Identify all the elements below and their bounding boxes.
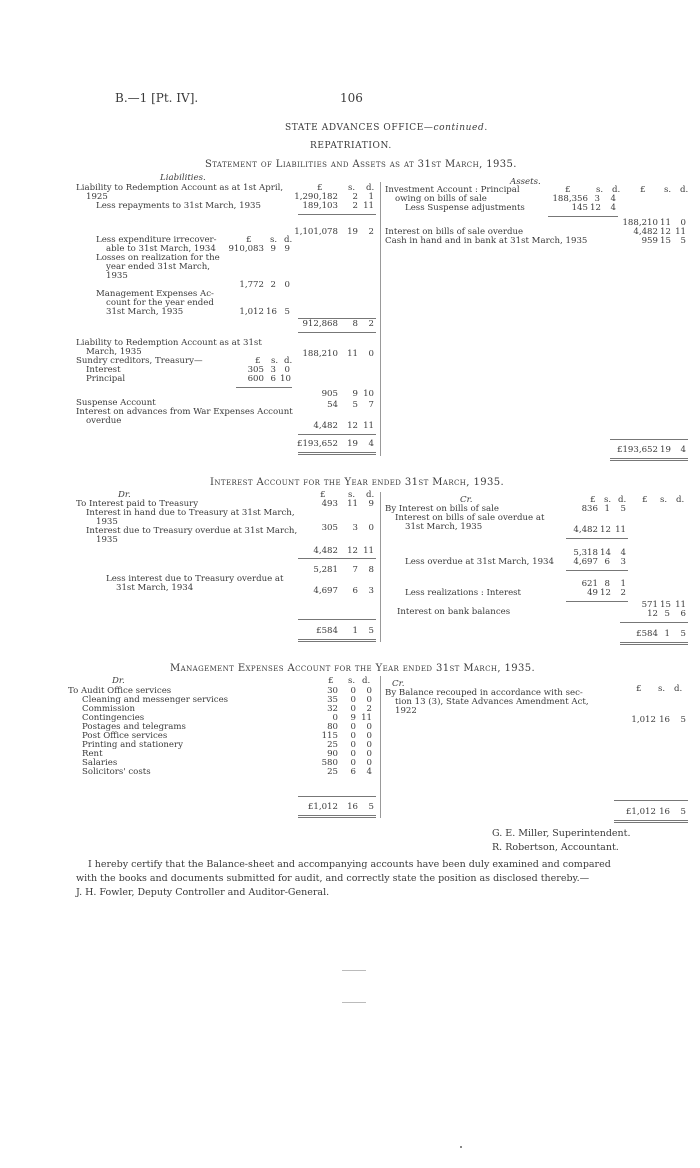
asset-head: d. (612, 185, 621, 195)
col-head-d: d. (366, 490, 375, 500)
dr-line: Less interest due to Treasury overdue at (106, 574, 284, 584)
amount-pence: 0 (366, 722, 372, 732)
expense-label: Printing and stationery (82, 740, 183, 750)
asset-head: £ (640, 185, 646, 195)
amount-pence: 1 (368, 192, 374, 202)
amount-pounds: 90 (327, 749, 338, 759)
amount-pounds: 910,083 (228, 244, 264, 254)
amount-shillings: 9 (350, 713, 356, 723)
amount-shillings: 16 (266, 307, 277, 317)
amount-pounds: 80 (327, 722, 338, 732)
amount-pounds: 188,356 (552, 194, 588, 204)
expense-label: To Audit Office services (68, 686, 172, 696)
amount-shillings: 11 (347, 349, 358, 359)
amount-pounds: 30 (327, 686, 338, 696)
col-head-d: d. (618, 495, 627, 505)
col-head-s: s. (348, 676, 356, 686)
total-shillings: 19 (660, 445, 671, 455)
dr-line: Interest due to Treasury overdue at 31st March, (86, 526, 298, 536)
amount-shillings: 0 (350, 722, 356, 732)
amount-pounds: 5,318 (573, 548, 598, 558)
certificate-line: with the books and documents submitted for audit, and correctly state the position as disclosed thereby.— (76, 873, 590, 884)
dr-line: Interest in hand due to Treasury at 31st March, (86, 508, 295, 518)
liab-line: Liability to Redemption Account as at 31st (76, 338, 262, 348)
amount-pence: 4 (610, 203, 616, 213)
amount-pence: 0 (284, 280, 290, 290)
amount-pounds: 1,012 (631, 715, 656, 725)
amount-shillings: 5 (664, 609, 670, 619)
asset-head: d. (680, 185, 689, 195)
liab-line: 31st March, 1935 (106, 307, 184, 317)
amount-pence: 11 (675, 227, 686, 237)
amount-pence: 9 (284, 244, 290, 254)
interest-account-title: Interest Account for the Year ended 31st March, 1935. (210, 477, 505, 488)
amount-shillings: 16 (659, 715, 670, 725)
amount-shillings: 12 (600, 588, 611, 598)
amount-shillings: 12 (660, 227, 671, 237)
amount-pence: 2 (366, 704, 372, 714)
amount-pence: 0 (368, 349, 374, 359)
signature-accountant: R. Robertson, Accountant. (492, 842, 619, 853)
amount-pence: 11 (615, 525, 626, 535)
amount-pence: 11 (363, 421, 374, 431)
amount-shillings: 3 (594, 194, 600, 204)
liab-line: Principal (86, 374, 126, 384)
amount-shillings: 6 (352, 586, 358, 596)
amount-pence: 6 (680, 609, 686, 619)
col-head-d: d. (674, 684, 683, 694)
total-pence: 5 (680, 807, 686, 817)
amount-pounds: 4,697 (573, 557, 598, 567)
amount-pounds: 493 (321, 499, 338, 509)
col-head-s: s. (660, 495, 668, 505)
amount-shillings: 9 (352, 389, 358, 399)
liabilities-heading: Liabilities. (160, 173, 206, 183)
expense-label: Rent (82, 749, 103, 759)
asset-head: £ (565, 185, 571, 195)
asset-line: Interest on bills of sale overdue (385, 227, 524, 237)
amount-pence: 0 (366, 758, 372, 768)
amount-pounds: 32 (327, 704, 338, 714)
amount-pence: 0 (366, 740, 372, 750)
asset-line: owing on bills of sale (395, 194, 487, 204)
amount-pence: 0 (680, 218, 686, 228)
page-number: 106 (340, 91, 363, 105)
document-reference: B.—1 [Pt. IV]. (115, 91, 199, 105)
amount-pounds: 1,290,182 (294, 192, 338, 202)
amount-pence: 5 (680, 236, 686, 246)
liab-line: Less repayments to 31st March, 1935 (96, 201, 261, 211)
amount-pounds: 4,482 (313, 546, 338, 556)
amount-pence: 5 (620, 504, 626, 514)
total-pounds: £1,012 (307, 802, 338, 812)
amount-pounds: 621 (581, 579, 598, 589)
amount-shillings: 0 (350, 704, 356, 714)
amount-shillings: 2 (352, 192, 358, 202)
amount-pounds: 4,482 (633, 227, 658, 237)
expense-label: Salaries (82, 758, 118, 768)
amount-pence: 4 (620, 548, 626, 558)
asset-line: Investment Account : Principal (385, 185, 520, 195)
amount-shillings: 14 (600, 548, 611, 558)
sub-head-pound: £ (255, 356, 261, 366)
liab-line: 1925 (86, 192, 108, 202)
amount-pence: 0 (368, 523, 374, 533)
amount-pence: 10 (363, 389, 374, 399)
amount-shillings: 3 (352, 523, 358, 533)
cr-line: 1922 (395, 706, 417, 716)
amount-shillings: 0 (350, 686, 356, 696)
certificate-line: J. H. Fowler, Deputy Controller and Auditor-General. (76, 887, 330, 898)
amount-pounds: 305 (247, 365, 264, 375)
amount-shillings: 9 (270, 244, 276, 254)
total-pence: 5 (680, 629, 686, 639)
sub-head-d: d. (284, 356, 293, 366)
amount-shillings: 1 (604, 504, 610, 514)
asset-line: Less Suspense adjustments (405, 203, 525, 213)
amount-shillings: 7 (352, 565, 358, 575)
dr-line: 1935 (96, 517, 118, 527)
amount-pounds: 836 (581, 504, 598, 514)
liab-line: year ended 31st March, (106, 262, 210, 272)
amount-pounds: 0 (332, 713, 338, 723)
amount-pounds: 12 (647, 609, 658, 619)
cr-line: Less realizations : Interest (405, 588, 522, 598)
sub-head-d: d. (284, 235, 293, 245)
amount-pence: 8 (368, 565, 374, 575)
cr-label: Cr. (392, 679, 405, 689)
amount-pounds: 188,210 (622, 218, 658, 228)
total-pounds: £584 (316, 626, 338, 636)
amount-shillings: 0 (350, 731, 356, 741)
col-head-pound: £ (320, 490, 326, 500)
amount-pence: 0 (366, 695, 372, 705)
amount-pence: 5 (284, 307, 290, 317)
amount-pence: 11 (361, 713, 372, 723)
cr-line: By Balance recouped in accordance with sec- (385, 688, 583, 698)
amount-shillings: 8 (352, 319, 358, 329)
total-pounds: £193,652 (296, 439, 338, 449)
cr-line: 31st March, 1935 (405, 522, 483, 532)
amount-pence: 5 (680, 715, 686, 725)
amount-pounds: 5,281 (313, 565, 338, 575)
amount-pence: 4 (366, 767, 372, 777)
statement-title: Statement of Liabilities and Assets as at 31st March, 1935. (205, 159, 517, 170)
cr-line: Interest on bank balances (397, 607, 511, 617)
amount-pence: 2 (620, 588, 626, 598)
amount-shillings: 0 (350, 740, 356, 750)
amount-shillings: 2 (352, 201, 358, 211)
amount-shillings: 11 (660, 218, 671, 228)
total-pounds: £584 (636, 629, 658, 639)
amount-pounds: 145 (571, 203, 588, 213)
asset-line: Cash in hand and in bank at 31st March, 1935 (385, 236, 588, 246)
amount-pence: 9 (368, 499, 374, 509)
total-pounds: £1,012 (625, 807, 656, 817)
col-head-s: s. (604, 495, 612, 505)
amount-shillings: 0 (350, 758, 356, 768)
amount-shillings: 6 (604, 557, 610, 567)
col-head-pound: £ (642, 495, 648, 505)
section-title: REPATRIATION. (310, 141, 392, 151)
amount-pounds: 305 (321, 523, 338, 533)
amount-pounds: 189,103 (302, 201, 338, 211)
col-head-pound: £ (590, 495, 596, 505)
col-head-pound: £ (328, 676, 334, 686)
liab-line: Interest on advances from War Expenses Account (76, 407, 293, 417)
amount-shillings: 12 (347, 421, 358, 431)
col-head-pound: £ (636, 684, 642, 694)
amount-shillings: 6 (350, 767, 356, 777)
amount-shillings: 15 (660, 236, 671, 246)
amount-pence: 0 (366, 749, 372, 759)
mgmt-account-title: Management Expenses Account for the Year ended 31st March, 1935. (170, 663, 536, 674)
amount-pounds: 959 (641, 236, 658, 246)
office-title: STATE ADVANCES OFFICE—continued. (285, 123, 488, 133)
signature-superintendent: G. E. Miller, Superintendent. (492, 828, 631, 839)
total-shillings: 1 (352, 626, 358, 636)
col-head-d: d. (676, 495, 685, 505)
amount-pence: 1 (620, 579, 626, 589)
amount-pence: 2 (368, 319, 374, 329)
liab-line: 1935 (106, 271, 128, 281)
liab-line: Management Expenses Ac- (96, 289, 214, 299)
col-head-d: d. (362, 676, 371, 686)
amount-shillings: 12 (590, 203, 601, 213)
dr-line: To Interest paid to Treasury (76, 499, 199, 509)
amount-shillings: 5 (352, 400, 358, 410)
amount-pence: 10 (280, 374, 291, 384)
amount-pounds: 4,482 (313, 421, 338, 431)
amount-shillings: 12 (347, 546, 358, 556)
amount-pence: 11 (363, 201, 374, 211)
total-shillings: 1 (664, 629, 670, 639)
total-pence: 5 (368, 802, 374, 812)
total-pounds: £193,652 (616, 445, 658, 455)
expense-label: Postages and telegrams (82, 722, 186, 732)
expense-label: Post Office services (82, 731, 168, 741)
liab-line: Liability to Redemption Account as at 1st April, (76, 183, 284, 193)
amount-shillings: 11 (347, 499, 358, 509)
amount-pounds: 1,012 (239, 307, 264, 317)
total-shillings: 16 (347, 802, 358, 812)
amount-shillings: 19 (347, 227, 358, 237)
liab-line: Interest (86, 365, 121, 375)
amount-pounds: 25 (327, 740, 338, 750)
amount-pounds: 115 (321, 731, 338, 741)
amount-pounds: 35 (327, 695, 338, 705)
sub-head-s: s. (271, 356, 279, 366)
amount-pence: 4 (610, 194, 616, 204)
col-head-s: s. (658, 684, 666, 694)
amount-shillings: 3 (270, 365, 276, 375)
amount-pence: 11 (363, 546, 374, 556)
amount-pence: 3 (620, 557, 626, 567)
amount-pence: 0 (284, 365, 290, 375)
amount-pounds: 49 (587, 588, 598, 598)
dr-line: 31st March, 1934 (116, 583, 194, 593)
col-head-s: s. (348, 490, 356, 500)
dr-label: Dr. (118, 490, 131, 500)
amount-shillings: 0 (350, 695, 356, 705)
cr-line: Less overdue at 31st March, 1934 (405, 557, 554, 567)
cr-line: By Interest on bills of sale (385, 504, 499, 514)
amount-shillings: 8 (604, 579, 610, 589)
expense-label: Solicitors' costs (82, 767, 151, 777)
amount-shillings: 12 (600, 525, 611, 535)
liab-line: March, 1935 (86, 347, 142, 357)
amount-pounds: 571 (641, 600, 658, 610)
liab-line: able to 31st March, 1934 (106, 244, 216, 254)
amount-pounds: 912,868 (302, 319, 338, 329)
expense-label: Cleaning and messenger services (82, 695, 229, 705)
cr-label: Cr. (460, 495, 473, 505)
asset-head: s. (664, 185, 672, 195)
total-shillings: 19 (347, 439, 358, 449)
amount-pence: 0 (366, 686, 372, 696)
amount-shillings: 6 (270, 374, 276, 384)
total-pence: 4 (680, 445, 686, 455)
assets-heading: Assets. (510, 177, 541, 187)
cr-line: tion 13 (3), State Advances Amendment Act, (395, 697, 589, 707)
asset-head: s. (596, 185, 604, 195)
amount-pounds: 25 (327, 767, 338, 777)
amount-pence: 3 (368, 586, 374, 596)
amount-pounds: 54 (327, 400, 338, 410)
total-pence: 5 (368, 626, 374, 636)
amount-shillings: 2 (270, 280, 276, 290)
col-head-d: d. (366, 183, 375, 193)
liab-line: Losses on realization for the (96, 253, 220, 263)
dr-line: 1935 (96, 535, 118, 545)
certificate-line: I hereby certify that the Balance-sheet and accompanying accounts have been duly examined and compared (88, 859, 611, 870)
expense-label: Contingencies (82, 713, 145, 723)
amount-pounds: 580 (321, 758, 338, 768)
amount-pounds: 905 (321, 389, 338, 399)
liab-line: overdue (86, 416, 122, 426)
col-head-pound: £ (317, 183, 323, 193)
amount-pounds: 1,101,078 (294, 227, 338, 237)
amount-pounds: 4,482 (573, 525, 598, 535)
liab-line: Suspense Account (76, 398, 156, 408)
amount-pence: 7 (368, 400, 374, 410)
liab-line: Less expenditure irrecover- (96, 235, 217, 245)
amount-pounds: 4,697 (313, 586, 338, 596)
amount-shillings: 15 (660, 600, 671, 610)
liab-line: Sundry creditors, Treasury— (76, 356, 203, 366)
cr-line: Interest on bills of sale overdue at (395, 513, 545, 523)
amount-pounds: 600 (247, 374, 264, 384)
col-head-s: s. (348, 183, 356, 193)
amount-pounds: 1,772 (239, 280, 264, 290)
amount-shillings: 0 (350, 749, 356, 759)
amount-pounds: 188,210 (302, 349, 338, 359)
total-shillings: 16 (659, 807, 670, 817)
total-pence: 4 (368, 439, 374, 449)
liab-line: count for the year ended (106, 298, 214, 308)
amount-pence: 0 (366, 731, 372, 741)
dr-label: Dr. (112, 676, 125, 686)
amount-pence: 2 (368, 227, 374, 237)
sub-head-pound: £ (246, 235, 252, 245)
sub-head-s: s. (270, 235, 278, 245)
amount-pence: 11 (675, 600, 686, 610)
expense-label: Commission (82, 704, 136, 714)
